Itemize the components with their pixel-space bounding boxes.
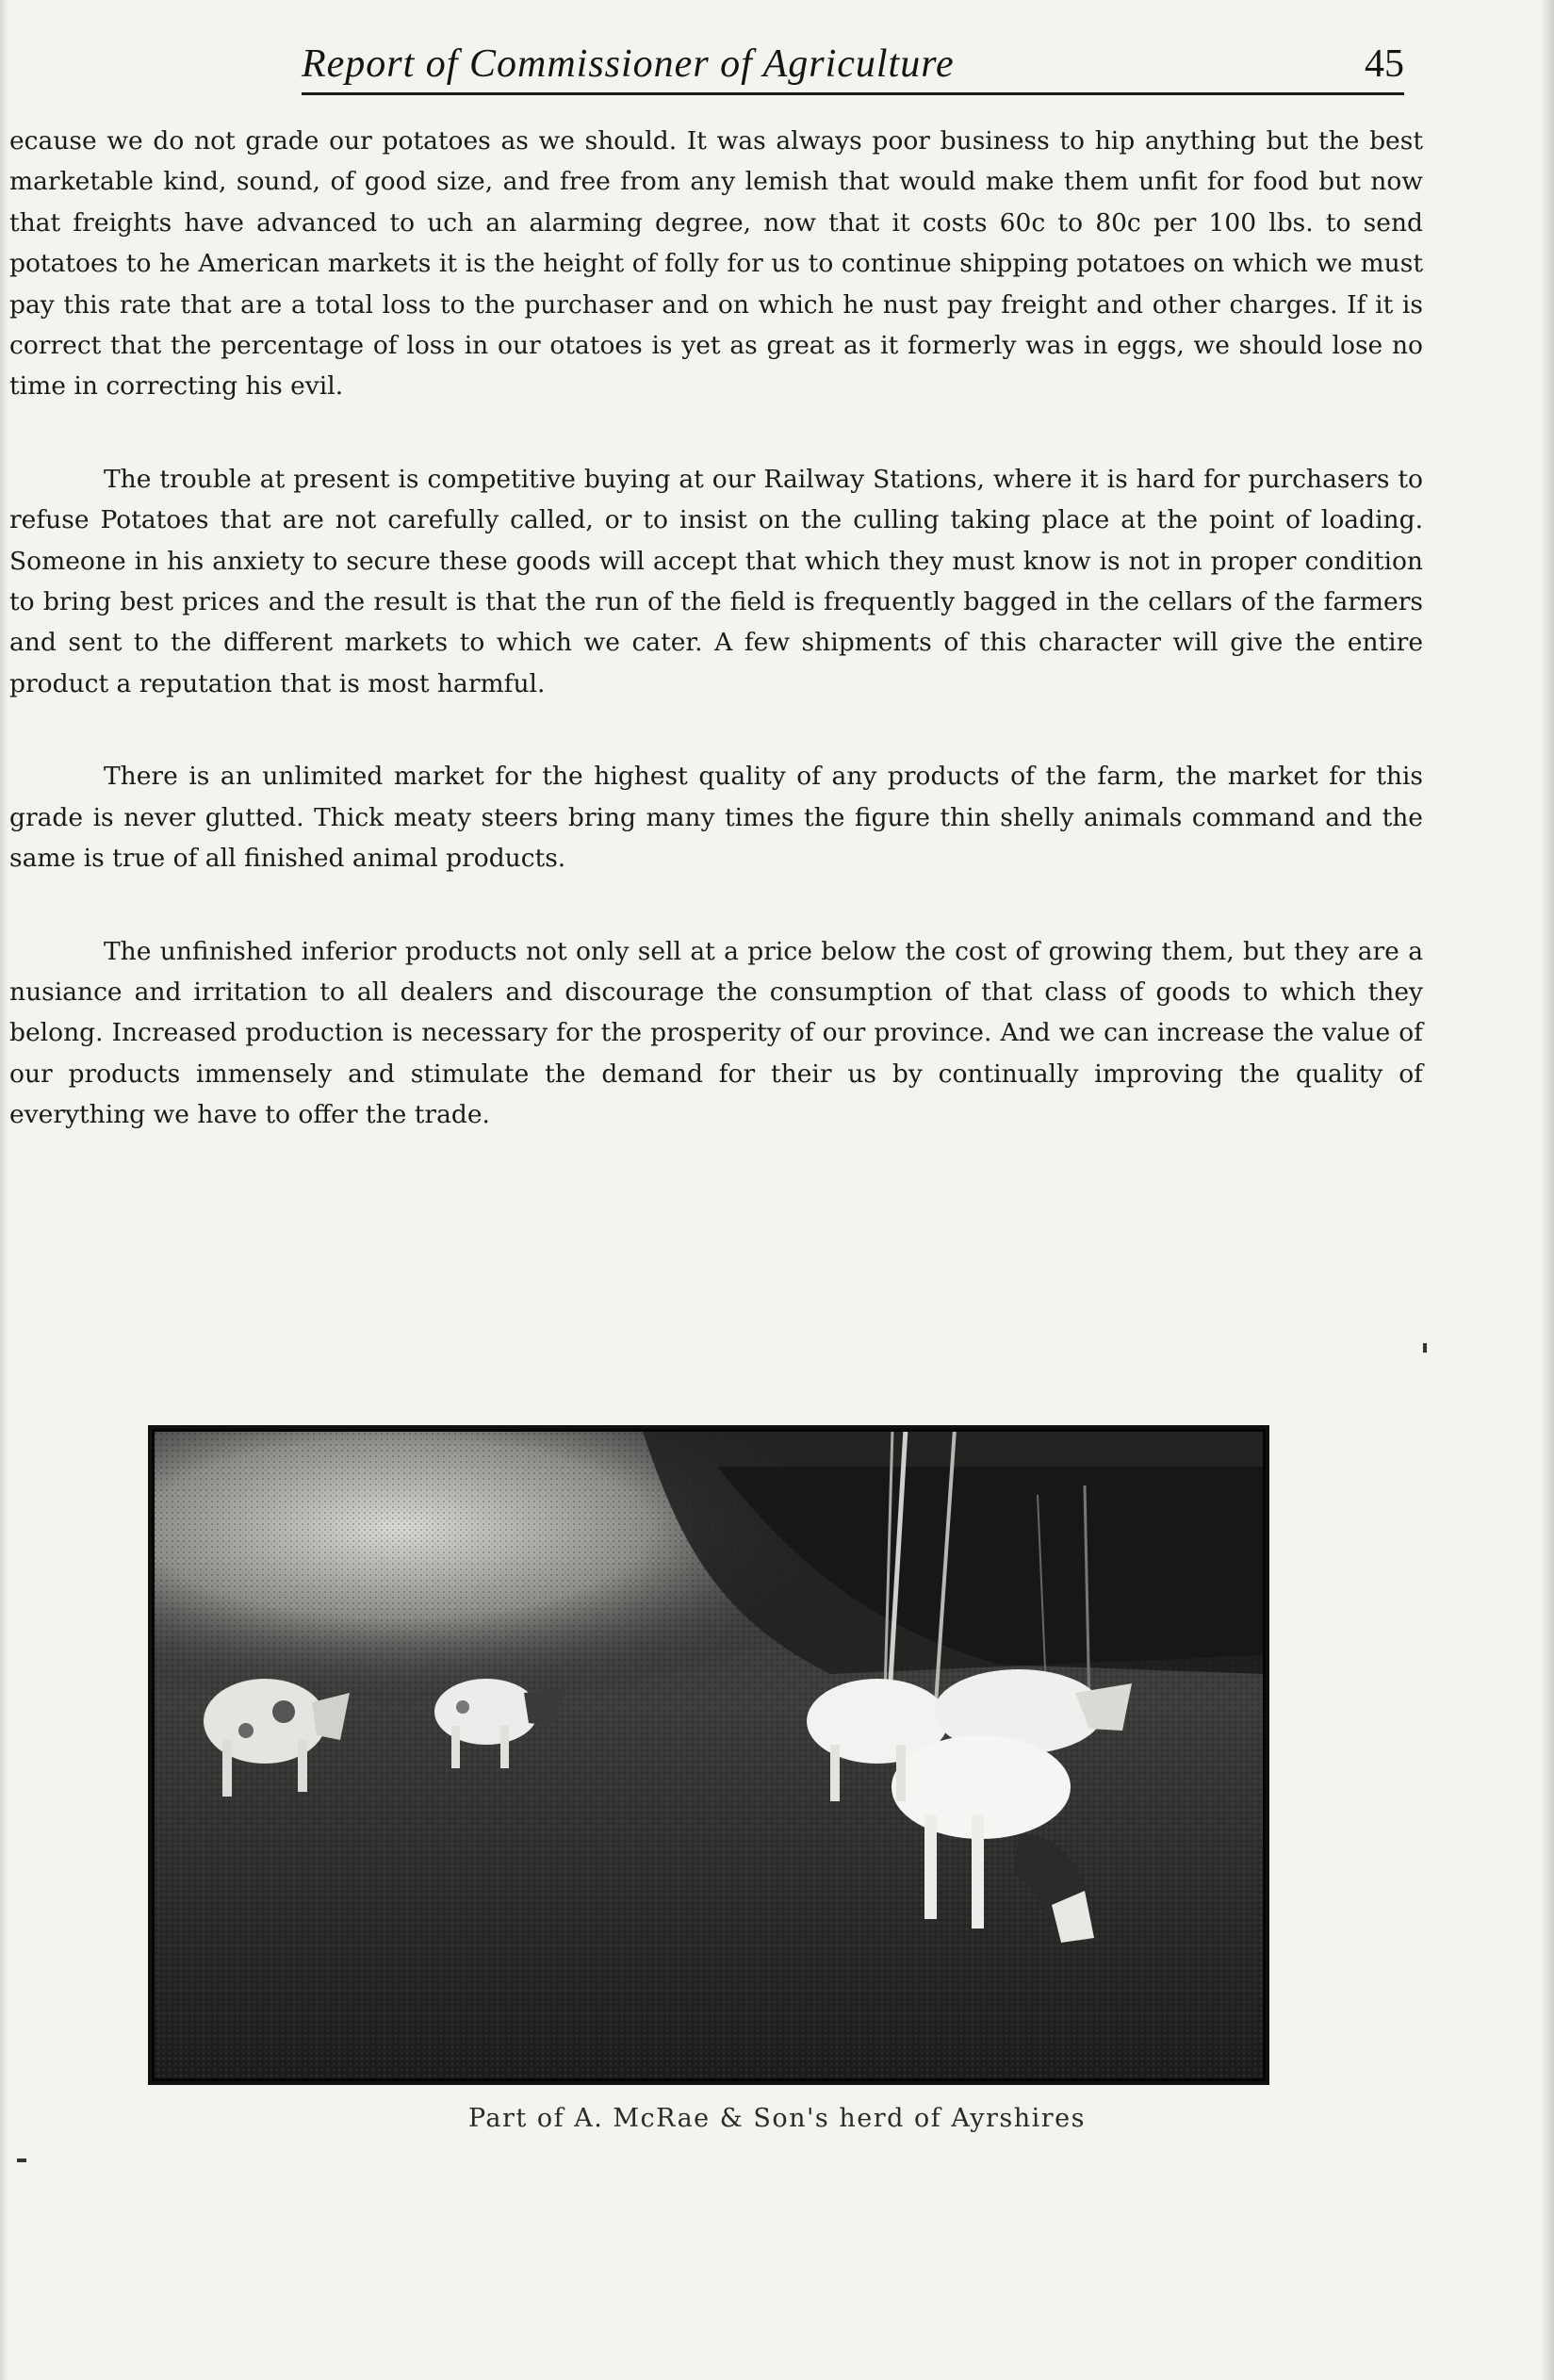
herd-photograph bbox=[148, 1425, 1269, 2085]
print-speck bbox=[17, 2158, 26, 2162]
paragraph-competitive-buying: The trouble at present is competitive buying at our Railway Stations, where it is hard for purchasers to refuse Potatoes that are not carefully called, or to insist on the culling taking place at the point of loading. Someone in his anxiety to secure these goods will accept that which they must know is not in proper condition to bring best prices and the result is that the run of the field is frequently bagged in the cellars of the farmers and sent to the different markets to which we cater. A few shipments of this character will give the entire product a reputation that is most harmful. bbox=[9, 464, 1423, 698]
page-edge-shadow-left bbox=[0, 0, 8, 2380]
page-number: 45 bbox=[1365, 42, 1404, 86]
body-text bbox=[9, 121, 1423, 1188]
photo-caption: Part of A. McRae & Son's herd of Ayrshires bbox=[467, 2104, 1087, 2133]
paragraph-inferior-products: The unfinished inferior products not only sell at a price below the cost of growing them, but they are a nusiance and irritation to all dealers and discourage the consumption of that class of goods to which they belong. Increased production is necessary for the prosperity of our province. And we can increase the value of our products immensely and stimulate the demand for their us by continually improving the quality of everything we have to offer the trade. bbox=[9, 936, 1423, 1130]
herd-photo-illustration bbox=[152, 1429, 1266, 2081]
report-title: Report of Commissioner of Agriculture bbox=[302, 42, 955, 86]
running-header bbox=[302, 40, 1404, 96]
print-speck bbox=[1423, 1343, 1427, 1353]
page-edge-shadow-right bbox=[1541, 0, 1554, 2380]
header-rule bbox=[302, 92, 1404, 95]
paragraph-quality-market: There is an unlimited market for the highest quality of any products of the farm, the market for this grade is never glutted. Thick meaty steers bring many times the figure thin shelly animals command and the same is true of all finished animal products. bbox=[9, 762, 1423, 874]
paragraph-potato-grading: ecause we do not grade our potatoes as we should. It was always poor business to hip anything but the best marketable kind, sound, of good size, and free from any lemish that would make them unfit for food but now that freights have advanced to uch an alarming degree, now that it costs 60c to 80c per 100 lbs. to send potatoes to he American markets it is the height of folly for us to continue shipping potatoes on which we must pay this rate that are a total loss to the purchaser and on which he nust pay freight and other charges. If it is correct that the percentage of loss in our otatoes is yet as great as it formerly was in eggs, we should lose no time in correcting his evil. bbox=[9, 126, 1423, 402]
